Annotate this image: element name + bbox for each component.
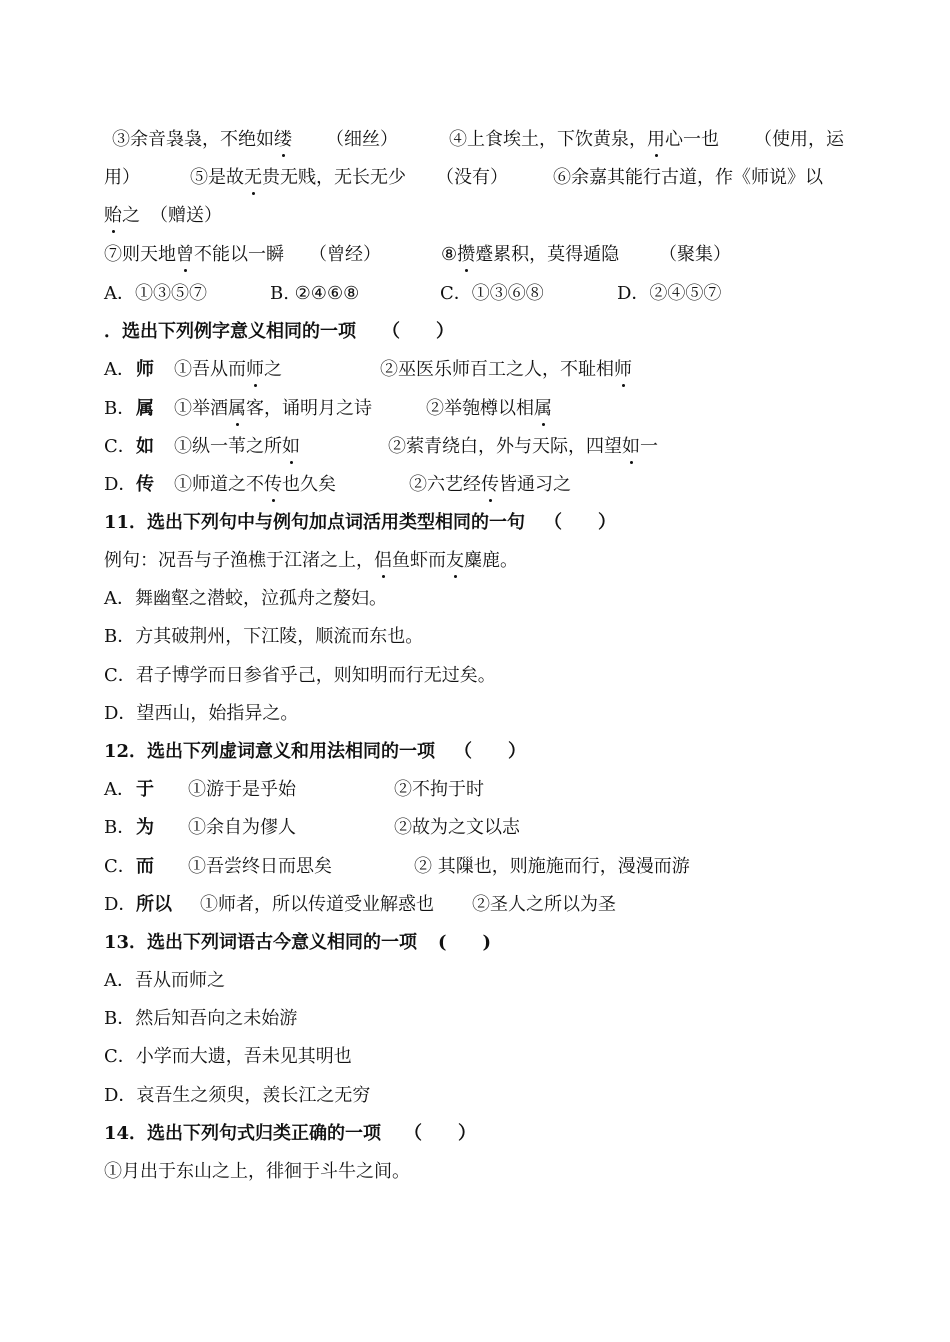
dotted-char: 侣 (374, 542, 392, 580)
choice-c: C．①③⑥⑧ (440, 283, 544, 304)
gloss: （没有） (436, 167, 508, 188)
question-13-title: 13．选出下列词语古今意义相同的一项 ( ) (104, 932, 492, 953)
question-13-option-c: C．小学而大遗，吾未见其明也 (104, 1046, 352, 1067)
question-12-option-c: C． 而 ①吾尝终日而思矣 ② 其隟也，则施施而行，漫漫而游 (104, 856, 690, 877)
question-12-option-d: D． 所以 ①师者，所以传道受业解惑也 ②圣人之所以为圣 (104, 894, 616, 915)
dotted-char: 师 (246, 351, 264, 389)
dotted-char: 属 (228, 390, 246, 428)
option-line-3-4 (104, 121, 846, 159)
gloss-continued: 用） (104, 167, 140, 188)
choice-d: D．②④⑤⑦ (617, 283, 722, 304)
question-10-option-d: D． 传 ①师道之不传也久矣 ②六艺经传皆通习之 (104, 466, 846, 504)
item-8: ⑧攒蹙累积，莫得遁隐 (441, 236, 619, 274)
question-11-option-c: C．君子博学而日参省乎己，则知明而行无过矣。 (104, 665, 496, 686)
dotted-char: 用 (647, 121, 665, 159)
gloss: （使用，运 (754, 129, 844, 150)
dotted-char: 无 (244, 159, 262, 197)
option-line-6-cont: 贻之 （赠送） (104, 197, 846, 235)
dotted-char: 曾 (176, 236, 194, 274)
question-10-title: ．选出下列例字意义相同的一项 （ ） (104, 321, 454, 342)
choice-b: B. ②④⑥⑧ (270, 283, 360, 304)
dotted-char: 贻 (104, 197, 122, 235)
dotted-char: 传 (481, 466, 499, 504)
question-13-option-a: A．吾从而师之 (104, 970, 225, 991)
question-10-option-a: A． 师 ①吾从而师之 ②巫医乐师百工之人，不耻相师 (104, 351, 846, 389)
dotted-char: 如 (622, 428, 640, 466)
option-line-7-8 (104, 236, 846, 274)
gloss: （曾经） (309, 244, 381, 265)
question-11-option-b: B．方其破荆州，下江陵，顺流而东也。 (104, 626, 424, 647)
question-11-option-d: D．望西山，始指异之。 (104, 703, 299, 724)
question-10-option-c: C． 如 ①纵一苇之所如 ②萦青绕白，外与天际，四望如一 (104, 428, 846, 466)
question-12-option-a: A． 于 ①游于是乎始 ②不拘于时 (104, 779, 484, 800)
item-6: ⑥余嘉其能行古道，作《师说》以 (553, 167, 823, 188)
dotted-char: 如 (282, 428, 300, 466)
dotted-char: 传 (264, 466, 282, 504)
item-5: ⑤是故无贵无贱，无长无少 (190, 159, 406, 197)
gloss: （聚集） (659, 244, 731, 265)
gloss: （细丝） (326, 129, 398, 150)
choice-a: A．①③⑤⑦ (104, 283, 207, 304)
option-line-5-6 (104, 159, 846, 197)
question-10-option-b: B． 属 ①举酒属客，诵明月之诗 ②举匏樽以相属 (104, 390, 846, 428)
dotted-char: 缕 (274, 121, 292, 159)
item-3: ③余音袅袅，不绝如缕 (112, 121, 292, 159)
question-13-option-b: B．然后知吾向之未始游 (104, 1008, 298, 1029)
dotted-char: 师 (614, 351, 632, 389)
question-12-option-b: B． 为 ①余自为僇人 ②故为之文以志 (104, 817, 520, 838)
dotted-char: 攒 (457, 236, 475, 274)
answer-choices (104, 275, 846, 313)
question-13-option-d: D．哀吾生之须臾，羡长江之无穷 (104, 1085, 371, 1106)
dotted-char: 友 (446, 542, 464, 580)
dotted-char: 属 (534, 390, 552, 428)
gloss: （赠送） (150, 205, 222, 226)
question-11-example: 例句：况吾与子渔樵于江渚之上，侣鱼虾而友麋鹿。 (104, 542, 846, 580)
item-4: ④上食埃土，下饮黄泉，用心一也 (449, 121, 719, 159)
question-14-sentence-1: ①月出于东山之上，徘徊于斗牛之间。 (104, 1161, 410, 1182)
question-14-title: 14．选出下列句式归类正确的一项 （ ） (104, 1123, 476, 1144)
question-12-title: 12．选出下列虚词意义和用法相同的一项 （ ） (104, 741, 526, 762)
question-11-option-a: A．舞幽壑之潜蛟，泣孤舟之嫠妇。 (104, 588, 387, 609)
question-11-title: 11．选出下列句中与例句加点词活用类型相同的一句 （ ） (104, 512, 616, 533)
item-7: ⑦则天地曾不能以一瞬 (104, 236, 284, 274)
